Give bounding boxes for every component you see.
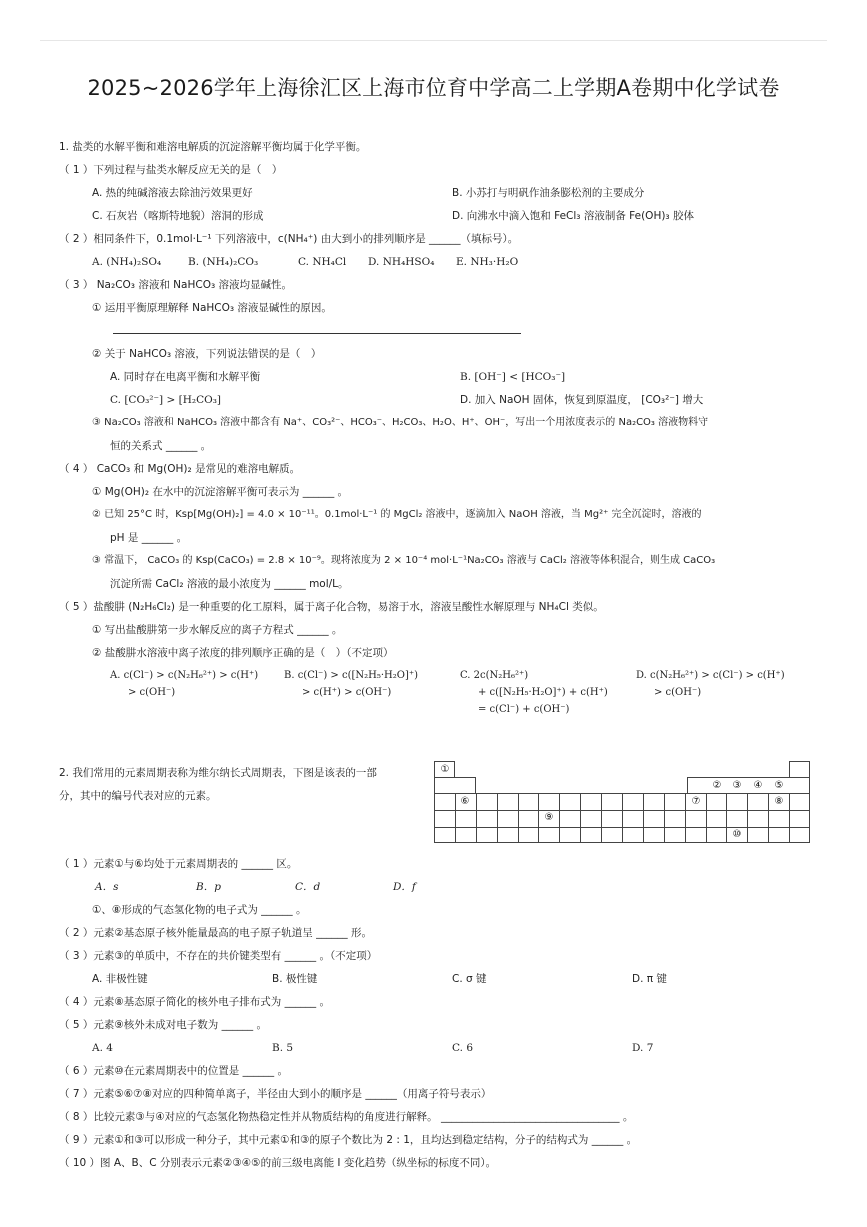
q2-p1-option-b[interactable]: B．p bbox=[196, 881, 221, 893]
q2-p5-option-d[interactable]: D. 7 bbox=[632, 1042, 654, 1054]
q1-p5-option-c-line1[interactable]: C. 2c(N₂H₆²⁺) bbox=[460, 670, 529, 681]
q1-p3-sub1: ① 运用平衡原理解释 NaHCO₃ 溶液显碱性的原因。 bbox=[92, 302, 332, 314]
q2-p5-option-a[interactable]: A. 4 bbox=[92, 1042, 113, 1054]
q1-p5-option-a-line1[interactable]: A. c(Cl⁻) > c(N₂H₆²⁺) > c(H⁺) bbox=[110, 670, 259, 681]
element-label-8: ⑧ bbox=[774, 796, 784, 807]
q1-p2-option-b[interactable]: B. (NH₄)₂CO₃ bbox=[188, 256, 259, 268]
q1-p4-sub3-line2: 沉淀所需 CaCl₂ 溶液的最小浓度为 ______ mol/L。 bbox=[110, 578, 349, 590]
q2-p10: （ 10 ）图 A、B、C 分别表示元素②③④⑤的前三级电离能 I 变化趋势（纵坐标的标度不同）。 bbox=[59, 1157, 497, 1169]
table-column-line bbox=[768, 793, 769, 843]
q2-p3-option-b[interactable]: B. 极性键 bbox=[272, 973, 318, 985]
q1-p2-option-d[interactable]: D. NH₄HSO₄ bbox=[368, 256, 435, 268]
q2-p1-option-c[interactable]: C．d bbox=[295, 881, 321, 893]
q1-p3-sub2-option-c[interactable]: C. [CO₃²⁻] > [H₂CO₃] bbox=[110, 394, 222, 406]
q2-p1-option-d[interactable]: D．f bbox=[393, 881, 416, 893]
q1-p5-option-a-line2[interactable]: > c(OH⁻) bbox=[128, 687, 176, 698]
q2-p3-option-c[interactable]: C. σ 键 bbox=[452, 973, 487, 985]
table-column-line bbox=[789, 793, 790, 843]
table-column-line bbox=[622, 793, 623, 843]
table-column-line bbox=[726, 793, 727, 843]
q1-p3-sub2-option-d[interactable]: D. 加入 NaOH 固体，恢复到原温度， [CO₃²⁻] 增大 bbox=[460, 394, 704, 406]
element-label-10: ⑩ bbox=[732, 829, 742, 840]
q1-p2-option-c[interactable]: C. NH₄Cl bbox=[298, 256, 347, 268]
q1-p4-sub2-line2: pH 是 ______ 。 bbox=[110, 532, 188, 544]
top-divider bbox=[40, 40, 827, 41]
q1-p3-sub3-line2: 恒的关系式 ______ 。 bbox=[110, 440, 212, 452]
q2-p8: （ 8 ）比较元素③与④对应的气态氢化物热稳定性并从物质结构的角度进行解释。 __________________________________ 。 bbox=[59, 1111, 634, 1123]
q1-p2-stem: （ 2 ）相同条件下，0.1mol·L⁻¹ 下列溶液中，c(NH₄⁺) 由大到小的排列顺序是 ______（填标号）。 bbox=[59, 233, 519, 245]
q1-p1-stem: （ 1 ）下列过程与盐类水解反应无关的是（ ） bbox=[59, 164, 283, 176]
q2-p1-extra: ①、⑧形成的气态氢化物的电子式为 ______ 。 bbox=[92, 904, 307, 916]
element-label-6: ⑥ bbox=[460, 796, 470, 807]
q2-p1-option-a[interactable]: A．s bbox=[95, 881, 119, 893]
q1-p3-stem: （ 3 ） Na₂CO₃ 溶液和 NaHCO₃ 溶液均显碱性。 bbox=[59, 279, 292, 291]
element-label-9: ⑨ bbox=[544, 812, 554, 823]
table-cell bbox=[789, 761, 810, 778]
q2-p5-option-c[interactable]: C. 6 bbox=[452, 1042, 474, 1054]
table-column-line bbox=[497, 793, 498, 843]
table-column-line bbox=[601, 793, 602, 843]
q2-p3-option-d[interactable]: D. π 键 bbox=[632, 973, 667, 985]
q2-p5-stem: （ 5 ）元素⑨核外未成对电子数为 ______ 。 bbox=[59, 1019, 267, 1031]
q1-p3-sub3-line1: ③ Na₂CO₃ 溶液和 NaHCO₃ 溶液中都含有 Na⁺、CO₃²⁻、HCO₃⁻、H₂CO₃、H₂O、H⁺、OH⁻，写出一个用浓度表示的 Na₂CO₃ 溶液物料守 bbox=[92, 417, 709, 428]
q1-p5-stem: （ 5 ）盐酸肼 (N₂H₆Cl₂) 是一种重要的化工原料，属于离子化合物，易溶于水，溶液呈酸性水解原理与 NH₄Cl 类似。 bbox=[59, 601, 604, 613]
q1-p2-option-a[interactable]: A. (NH₄)₂SO₄ bbox=[92, 256, 162, 268]
q2-p7: （ 7 ）元素⑤⑥⑦⑧对应的四种简单离子，半径由大到小的顺序是 ______（用离子符号表示） bbox=[59, 1088, 492, 1100]
q1-p5-option-d-line2[interactable]: > c(OH⁻) bbox=[654, 687, 702, 698]
q1-p5-sub2: ② 盐酸肼水溶液中离子浓度的排列顺序正确的是（ ）（不定项） bbox=[92, 647, 394, 659]
q1-p4-sub2-line1: ② 已知 25°C 时，Ksp[Mg(OH)₂] = 4.0 × 10⁻¹¹。0.1mol·L⁻¹ 的 MgCl₂ 溶液中，逐滴加入 NaOH 溶液，当 Mg²⁺ 完全沉淀时，溶液的 bbox=[92, 509, 702, 520]
table-column-line bbox=[664, 793, 665, 843]
table-column-line bbox=[518, 793, 519, 843]
table-column-line bbox=[747, 793, 748, 843]
periodic-table-fragment bbox=[434, 761, 810, 843]
element-label-4: ④ bbox=[753, 780, 763, 791]
q1-p3-sub2-option-a[interactable]: A. 同时存在电离平衡和水解平衡 bbox=[110, 371, 261, 383]
q1-p1-option-d[interactable]: D. 向沸水中滴入饱和 FeCl₃ 溶液制备 Fe(OH)₃ 胶体 bbox=[452, 210, 694, 222]
q1-stem: 1. 盐类的水解平衡和难溶电解质的沉淀溶解平衡均属于化学平衡。 bbox=[59, 141, 367, 153]
table-column-line bbox=[706, 793, 707, 843]
element-label-1: ① bbox=[440, 764, 450, 775]
q1-p3-sub2: ② 关于 NaHCO₃ 溶液，下列说法错误的是（ ） bbox=[92, 348, 322, 360]
q2-p3-option-a[interactable]: A. 非极性键 bbox=[92, 973, 148, 985]
q2-p1-stem: （ 1 ）元素①与⑥均处于元素周期表的 ______ 区。 bbox=[59, 858, 298, 870]
element-label-5: ⑤ bbox=[774, 780, 784, 791]
q1-p1-option-a[interactable]: A. 热的纯碱溶液去除油污效果更好 bbox=[92, 187, 253, 199]
table-column-line bbox=[476, 793, 477, 843]
table-cell bbox=[434, 777, 476, 794]
element-label-2: ② bbox=[712, 780, 722, 791]
page-title: 2025~2026学年上海徐汇区上海市位育中学高二上学期A卷期中化学试卷 bbox=[87, 76, 780, 100]
q2-stem-line2: 分，其中的编号代表对应的元素。 bbox=[59, 790, 217, 802]
q2-p4: （ 4 ）元素⑧基态原子简化的核外电子排布式为 ______ 。 bbox=[59, 996, 330, 1008]
q1-p5-option-c-line2[interactable]: + c([N₂H₅·H₂O]⁺) + c(H⁺) bbox=[478, 687, 608, 698]
q2-p2: （ 2 ）元素②基态原子核外能量最高的电子原子轨道呈 ______ 形。 bbox=[59, 927, 372, 939]
q1-p5-sub1: ① 写出盐酸肼第一步水解反应的离子方程式 ______ 。 bbox=[92, 624, 343, 636]
q1-p1-option-c[interactable]: C. 石灰岩（喀斯特地貌）溶洞的形成 bbox=[92, 210, 264, 222]
q1-p5-option-b-line1[interactable]: B. c(Cl⁻) > c([N₂H₅·H₂O]⁺) bbox=[284, 670, 419, 681]
q2-p9: （ 9 ）元素①和③可以形成一种分子，其中元素①和③的原子个数比为 2 : 1，且均达到稳定结构，分子的结构式为 ______ 。 bbox=[59, 1134, 638, 1146]
q1-p4-stem: （ 4 ） CaCO₃ 和 Mg(OH)₂ 是常见的难溶电解质。 bbox=[59, 463, 301, 475]
q1-p4-sub1: ① Mg(OH)₂ 在水中的沉淀溶解平衡可表示为 ______ 。 bbox=[92, 486, 349, 498]
table-column-line bbox=[580, 793, 581, 843]
table-column-line bbox=[685, 793, 686, 843]
q2-p6: （ 6 ）元素⑩在元素周期表中的位置是 ______ 。 bbox=[59, 1065, 288, 1077]
element-label-3: ③ bbox=[732, 780, 742, 791]
q1-p3-sub2-option-b[interactable]: B. [OH⁻] < [HCO₃⁻] bbox=[460, 371, 566, 383]
q2-p3-stem: （ 3 ）元素③的单质中，不存在的共价键类型有 ______ 。（不定项） bbox=[59, 950, 378, 962]
table-column-line bbox=[538, 793, 539, 843]
table-column-line bbox=[559, 793, 560, 843]
q1-p5-option-b-line2[interactable]: > c(H⁺) > c(OH⁻) bbox=[302, 687, 392, 698]
q1-p1-option-b[interactable]: B. 小苏打与明矾作油条膨松剂的主要成分 bbox=[452, 187, 645, 199]
q1-p4-sub3-line1: ③ 常温下， CaCO₃ 的 Ksp(CaCO₃) = 2.8 × 10⁻⁹。现将浓度为 2 × 10⁻⁴ mol·L⁻¹Na₂CO₃ 溶液与 CaCl₂ 溶液等体积混合，则生成 CaCO₃ bbox=[92, 555, 716, 566]
q1-p5-option-d-line1[interactable]: D. c(N₂H₆²⁺) > c(Cl⁻) > c(H⁺) bbox=[636, 670, 785, 681]
q2-stem-line1: 2. 我们常用的元素周期表称为维尔纳长式周期表，下图是该表的一部 bbox=[59, 767, 377, 779]
q1-p5-option-c-line3[interactable]: = c(Cl⁻) + c(OH⁻) bbox=[478, 704, 570, 715]
element-label-7: ⑦ bbox=[691, 796, 701, 807]
q2-p5-option-b[interactable]: B. 5 bbox=[272, 1042, 294, 1054]
table-column-line bbox=[643, 793, 644, 843]
q1-p2-option-e[interactable]: E. NH₃·H₂O bbox=[456, 256, 519, 268]
answer-line[interactable] bbox=[113, 333, 521, 334]
